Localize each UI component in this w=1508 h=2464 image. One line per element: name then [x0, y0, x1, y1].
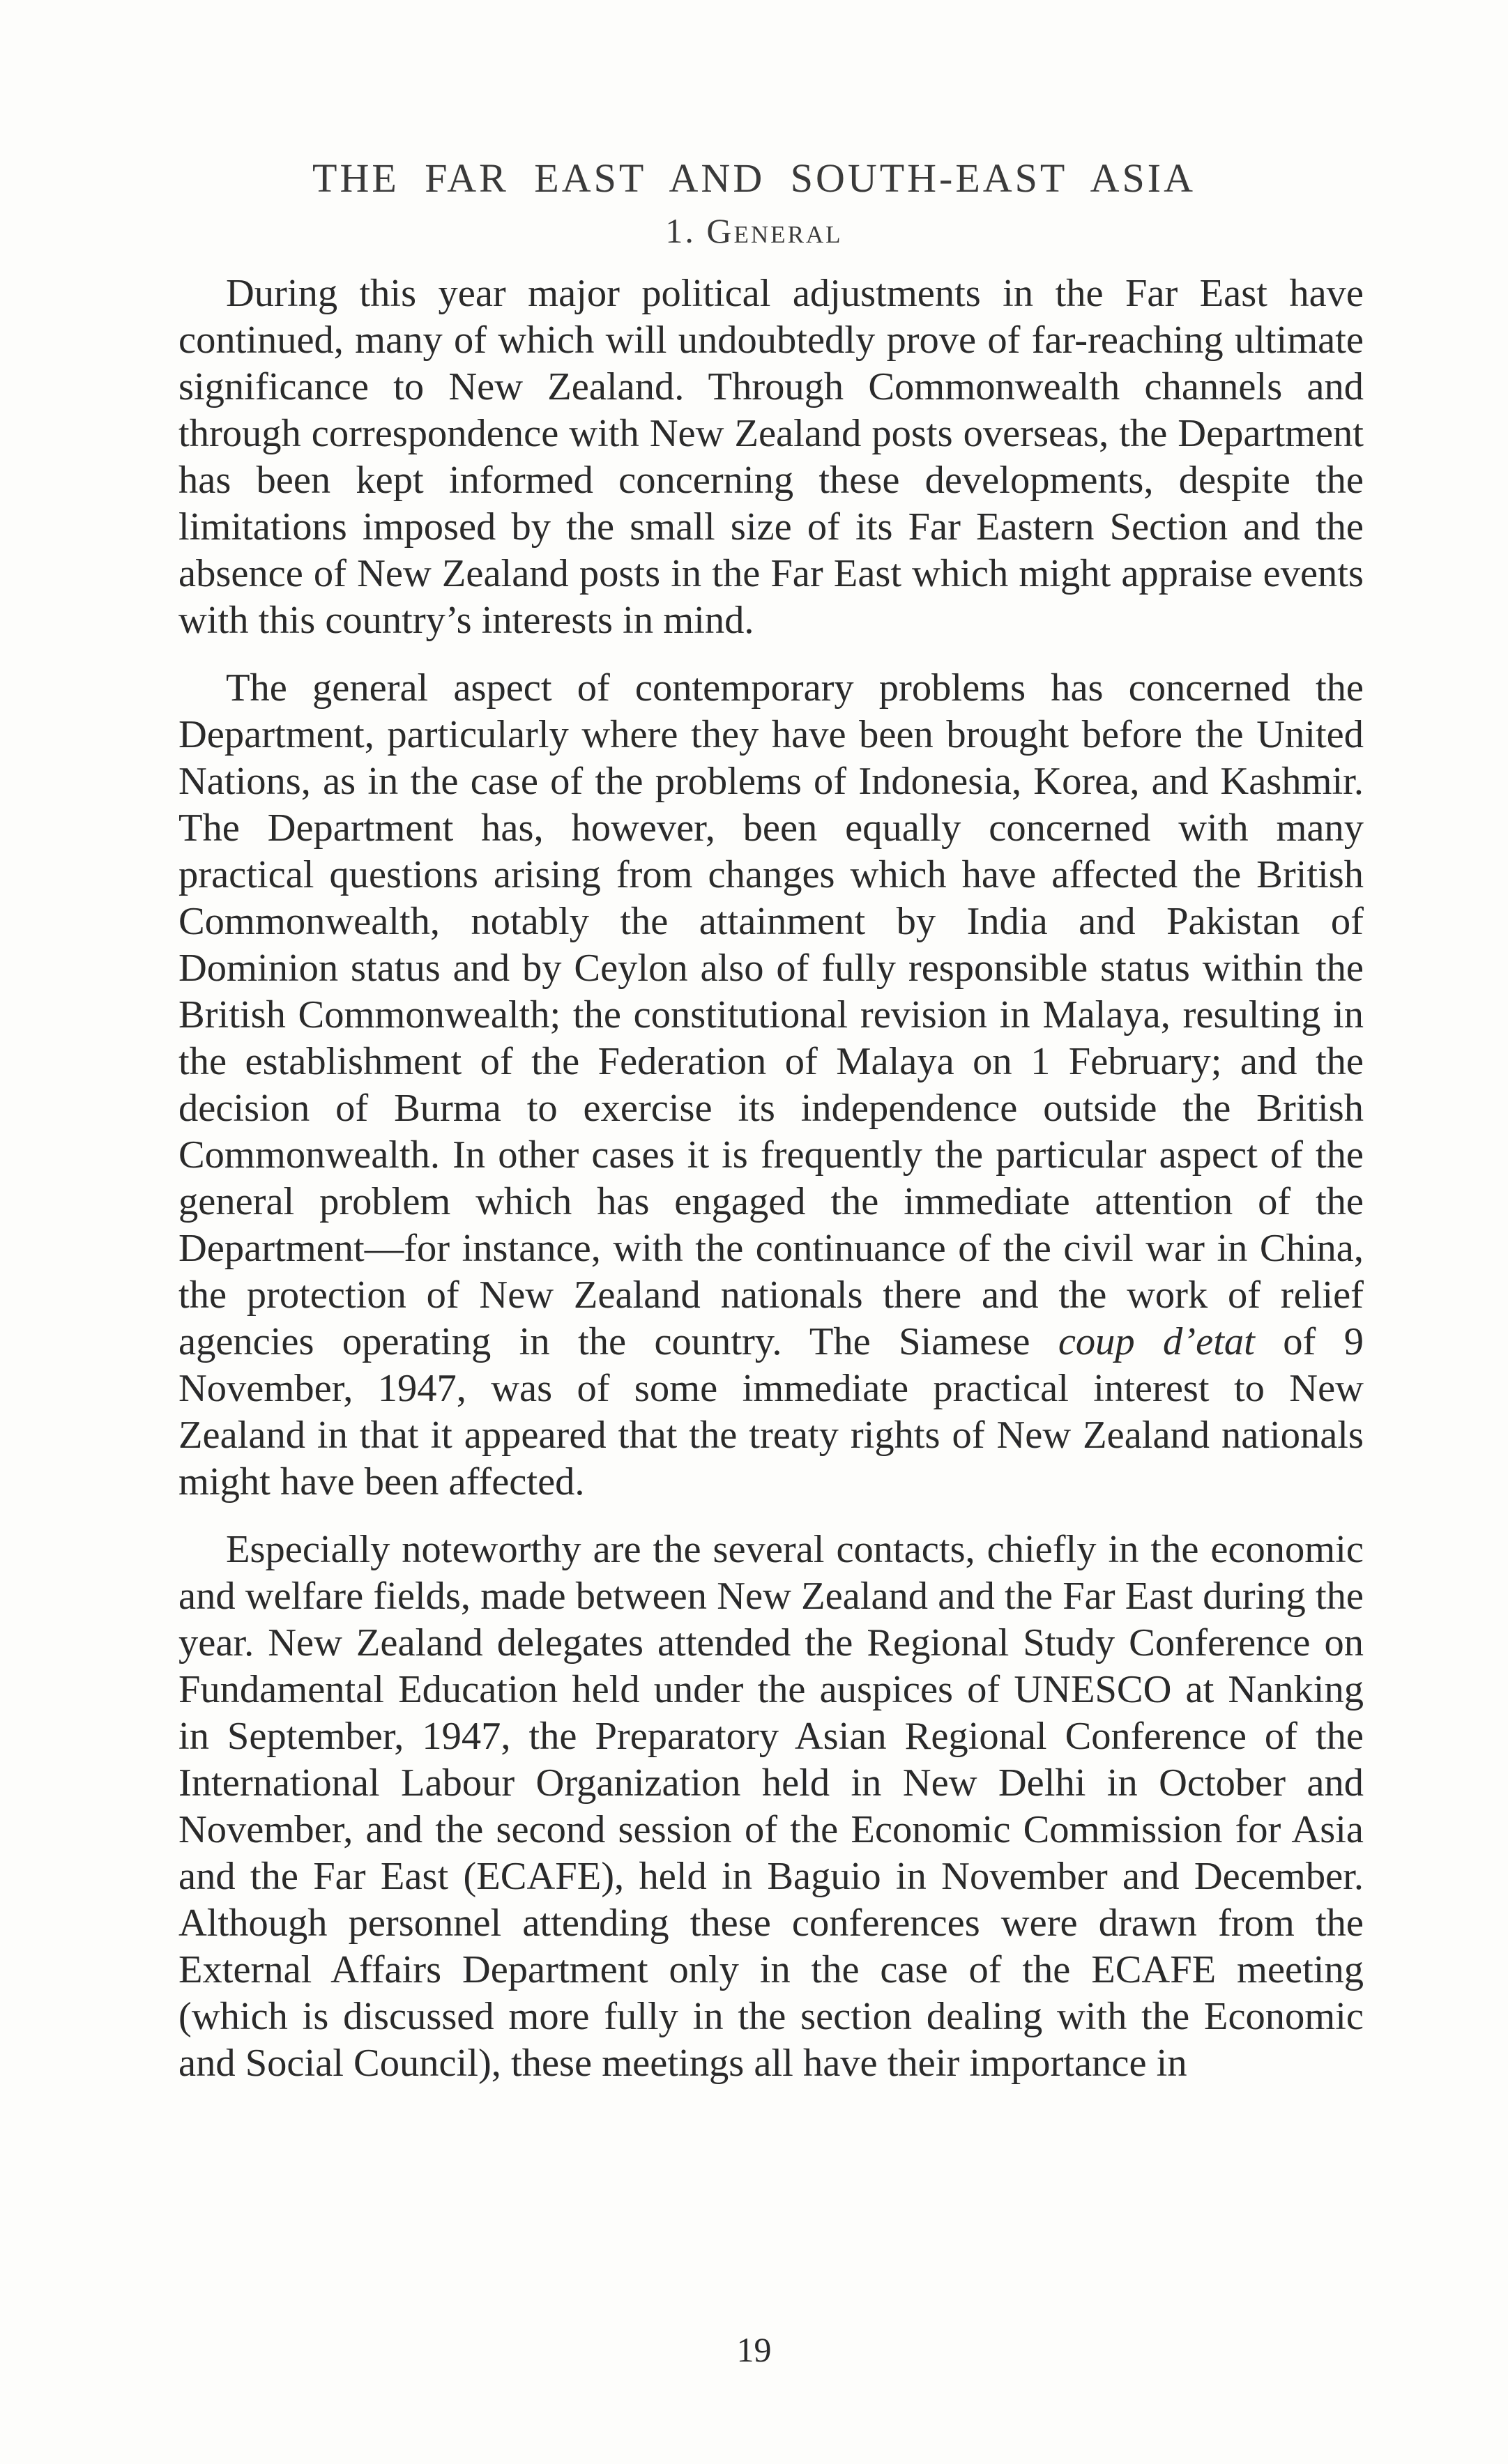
paragraph-2-part-2: of 9 November, 1947, was of some immediate practical interest to New Zealand in that it appeared that the treaty rights of New Zealand nationals might have been affected. [178, 1320, 1364, 1503]
paragraph-2-italic-term: coup d’etat [1058, 1320, 1255, 1363]
section-title: 1. General [665, 211, 843, 250]
body-text [178, 270, 1364, 2108]
paragraph-2-part-1: The general aspect of contemporary problems has concerned the Department, particularly where they have been brought before the United Nations, as in the case of the problems of Indonesia, Korea, and Kashmir. The Department has, however, been equally concerned with many practical questions arising from changes which have affected the British Commonwealth, notably the attainment by India and Pakistan of Dominion status and by Ceylon also of fully responsible status within the British Commonwealth; the constitutional revision in Malaya, resulting in the establishment of the Federation of Malaya on 1 February; and the decision of Burma to exercise its independence outside the British Commonwealth. In other cases it is frequently the particular aspect of the general problem which has engaged the immediate attention of the Department—for instance, with the continuance of the civil war in China, the protection of New Zealand nationals there and the work of relief agencies operating in the country. The Siamese [178, 666, 1364, 1363]
page-number: 19 [736, 2330, 772, 2369]
page-heading: THE FAR EAST AND SOUTH-EAST ASIA [312, 155, 1196, 201]
paragraph-1: During this year major political adjustments in the Far East have continued, many of which will undoubtedly prove of far-reaching ultimate significance to New Zealand. Through Commonwealth channels and through correspondence with New Zealand posts overseas, the Department has been kept informed concerning these developments, despite the limitations imposed by the small size of its Far Eastern Section and the absence of New Zealand posts in the Far East which might appraise events with this country’s interests in mind. [178, 272, 1364, 642]
paragraph-2 [178, 665, 1364, 1506]
paragraph-3: Especially noteworthy are the several contacts, chiefly in the economic and welfare fields, made between New Zealand and the Far East during the year. New Zealand delegates attended the Regional Study Conference on Fundamental Education held under the auspices of UNESCO at Nanking in September, 1947, the Preparatory Asian Regional Conference of the International Labour Organization held in New Delhi in October and November, and the second session of the Economic Commission for Asia and the Far East (ECAFE), held in Baguio in November and December. Although personnel attending these conferences were drawn from the External Affairs Department only in the case of the ECAFE meeting (which is discussed more fully in the section dealing with the Economic and Social Council), these meetings all have their importance in [178, 1528, 1364, 2085]
